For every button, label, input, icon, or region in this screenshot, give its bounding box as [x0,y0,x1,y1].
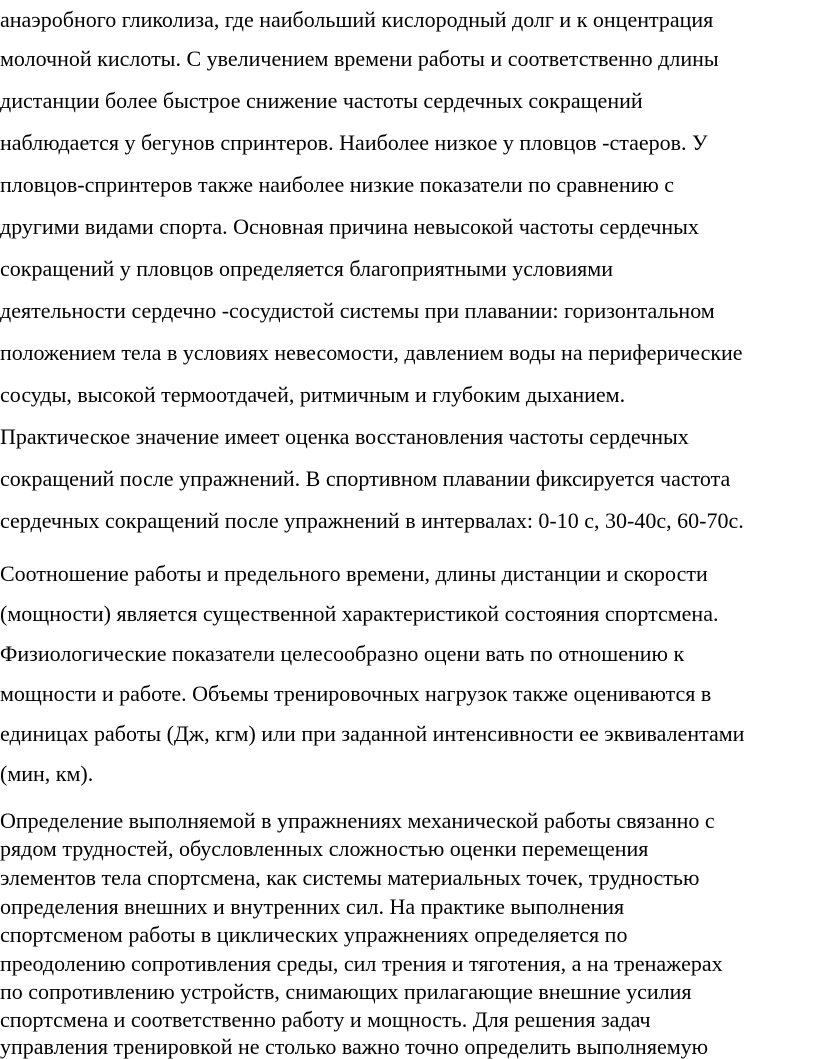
text-line: положением тела в условиях невесомости, давлением воды на периферические [0,340,743,365]
text-line: сокращений после упражнений. В спортивном плавании фиксируется частота [0,466,731,491]
text-line: наблюдается у бегунов спринтеров. Наиболее низкое у пловцов -стаеров. У [0,130,708,155]
text-line: сосуды, высокой термоотдачей, ритмичным и глубоким дыханием. [0,382,626,407]
text-line: управления тренировкой не столько важно точно определить выполняемую [0,1034,709,1059]
text-line: по сопротивлению устройств, снимающих прилагающие внешние усилия [0,979,692,1004]
text-line: сокращений у пловцов определяется благоприятными условиями [0,256,613,281]
text-line: Практическое значение имеет оценка восстановления частоты сердечных [0,424,689,449]
text-line: единицах работы (Дж, кгм) или при заданной интенсивности ее эквивалентами [0,721,745,746]
text-line: преодолению сопротивления среды, сил трения и тяготения, а на тренажерах [0,951,723,976]
text-line: другими видами спорта. Основная причина невысокой частоты сердечных [0,214,699,239]
text-line: (мин, км). [0,761,94,786]
text-line: (мощности) является существенной характеристикой состояния спортсмена. [0,601,719,626]
text-line: дистанции более быстрое снижение частоты сердечных сокращений [0,88,643,113]
text-line: спортсмена и соответственно работу и мощность. Для решения задач [0,1007,651,1032]
text-line: спортсменом работы в циклических упражнениях определяется по [0,922,628,947]
text-line: элементов тела спортсмена, как системы материальных точек, трудностью [0,865,700,890]
text-line: мощности и работе. Объемы тренировочных нагрузок также оцениваются в [0,681,712,706]
text-line: молочной кислоты. С увеличением времени работы и соответственно длины [0,46,719,71]
text-line: Определение выполняемой в упражнениях механической работы связанно с [0,808,715,833]
text-line: Физиологические показатели целесообразно оцени вать по отношению к [0,641,685,666]
text-line: анаэробного гликолиза, где наибольший кислородный долг и к онцентрация [0,7,714,32]
text-line: сердечных сокращений после упражнений в интервалах: 0-10 с, 30-40с, 60-70с. [0,508,744,533]
text-line: рядом трудностей, обусловленных сложностью оценки перемещения [0,836,649,861]
text-line: определения внешних и внутренних сил. На практике выполнения [0,894,625,919]
text-line: пловцов-спринтеров также наиболее низкие показатели по сравнению с [0,172,675,197]
text-line: деятельности сердечно -сосудистой системы при плавании: горизонтальном [0,298,715,323]
text-line: Соотношение работы и предельного времени, длины дистанции и скорости [0,561,708,586]
